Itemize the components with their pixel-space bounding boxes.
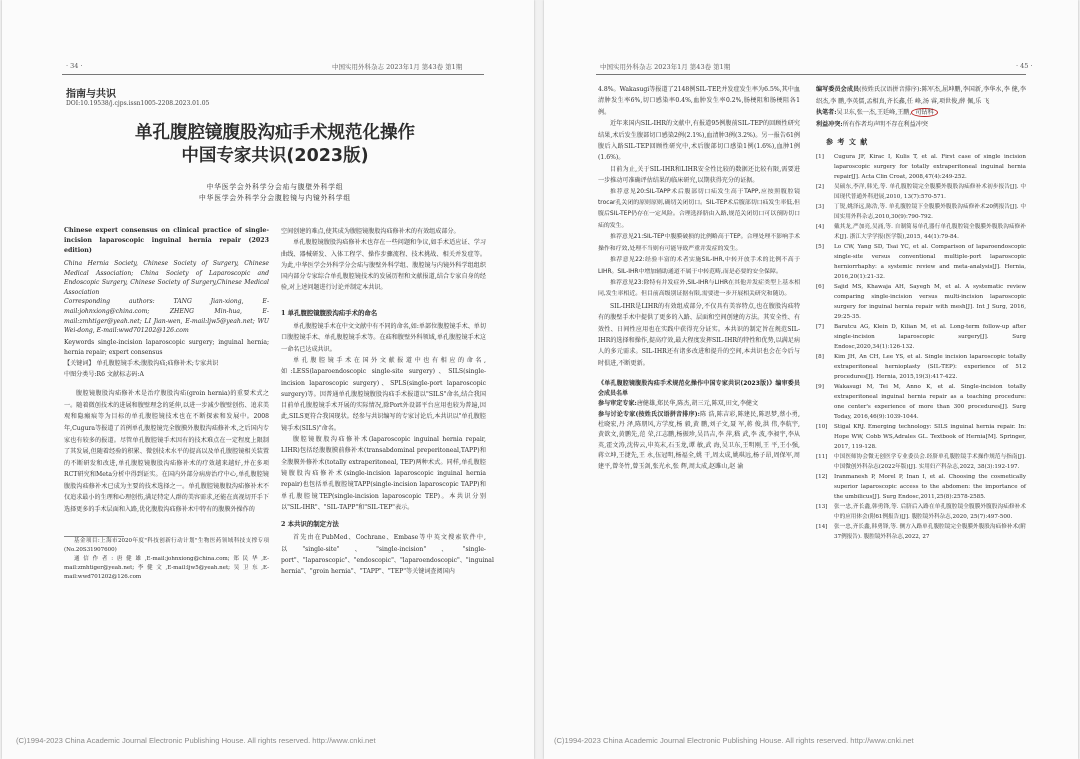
reference-item bbox=[816, 202, 1026, 222]
reference-list bbox=[816, 152, 1026, 542]
reference-text: 丁锐,姚泽远,陈浩,等. 单孔腹腔镜下全腹膜外腹股沟疝修补术20例报告[J]. 中国实用外科杂志,2010,30(9):790-792. bbox=[834, 203, 1026, 220]
right-column bbox=[281, 226, 494, 578]
right-copyright-footer: (C)1994-2023 China Academic Journal Electronic Publishing House. All rights reserved. http://www.cnki.net bbox=[554, 736, 914, 745]
right-header-rule bbox=[596, 74, 1026, 75]
reference-text: Stigal KRJ. Emerging technology: SILS inguinal hernia repair. In: Hope WW, Cobb WS,Adrales GL. Textbook of Hernia[M]. Springer, 2017, 119-128. bbox=[834, 423, 1026, 450]
classification-code: 中图分类号:R6 文献标志码:A bbox=[64, 370, 144, 378]
reference-text: 中国医师协会微无创医学专业委员会.经脐单孔腹腔镜手术操作规范与指南[J].中国微创外科杂志(2022年版)[J]. 实用妇产科杂志,2022, 38(3):192-197. bbox=[834, 453, 1026, 470]
reference-number: [12] bbox=[816, 473, 828, 480]
section-1-paragraph-3: 腹腔镜腹股沟疝修补术(laparoscopic inguinal hernia repair, LIHR)包括经腹腹膜前修补术(transabdominal preperitoneal,TAPP)和全腹膜外修补术(totally extraperitoneal, TEP)两种术式。同样,单孔腹腔镜腹股沟疝修补术(single-incision laparoscopic inguinal hernia repair)也包括单孔腹腔镜TAPP(single-incision laparoscopic TAPP)和单孔腹腔镜TEP(single-incision laparoscopic TEP)。本共识分别以"SIL-IHR"、"SIL-TAPP"和"SIL-TEP"表示。 bbox=[281, 436, 486, 511]
writers-block bbox=[816, 107, 1026, 119]
reference-number: [1] bbox=[816, 153, 824, 160]
reference-text: Barutcu AG, Klein D, Kilian M, et al. Long-term follow-up after single-incision laparoscopic surgery[J]. Surg Endosc,2020,34(1):126-132. bbox=[834, 323, 1026, 350]
conflict-statement: 所有作者均声明不存在利益冲突 bbox=[842, 120, 928, 128]
reference-number: [13] bbox=[816, 503, 828, 510]
right-journal-header: 中国实用外科杂志 2023年1月 第43卷 第1期 bbox=[600, 63, 731, 71]
reference-number: [8] bbox=[816, 353, 824, 360]
left-journal-header: 中国实用外科杂志 2023年1月 第43卷 第1期 bbox=[332, 63, 463, 71]
reference-text: 张一忠,齐长鑫,韩勇锋,等. 后脐后入路在单孔腹腔镜全腹膜外腹股沟疝修补术中的应用体会(附61例报告)[J]. 腹腔镜外科杂志,2020, 25(7):497-500. bbox=[834, 503, 1026, 520]
recommendation-21: 推荐意见21:SIL-TEP中腹膜破损的比例略高于TEP。合理处理不影响手术操作和疗效,处理不当则有可能导致严重并发症的发生。 bbox=[598, 234, 800, 252]
reference-number: [6] bbox=[816, 283, 824, 290]
reference-number: [2] bbox=[816, 183, 824, 190]
domestic-paragraph: 近年来国内SIL-IHR的文献中,有报道95例腹前SIL-TEP的回顾性研究结果,术后发生腹部切口感染2例(2.1%),血清肿3例(3.2%)。另一报告61例腹后入路SIL-TEP回顾性研究中,术后腹部切口感染1例(1.6%),血肿1例(1.6%)。 bbox=[598, 120, 800, 162]
discussion-experts bbox=[598, 410, 800, 472]
recommendation-23: 推荐意见23:除特有并发症外,SIL-IHR与LIHR在其他并发症类型上基本相同,发生率相近。但目前高级别证据有限,需要进一步开展相关研究和随访。 bbox=[598, 279, 800, 298]
reference-number: [14] bbox=[816, 523, 828, 530]
section-2-heading: 2 本共识的制定方法 bbox=[281, 520, 339, 529]
section-1-paragraph-2: 单孔腹腔镜手术在国外文献报道中也有相应的命名,如:LESS(laparoendoscopic single-site surgery)、SILS(single-incision laparoscopic surgery)、SPLS(single-port laparoscopic surgery)等。因普通单孔腹腔镜腹股沟疝手术报道以"SILS"命名,结合我国目前单孔腹腔镜手术开展的实际情况,除Port外设部平台应用也较为普遍,因此,SILS更符合我国现状。经参与共识编写的专家讨论后,本共识以"单孔腹腔镜手术(SILS)"命名。 bbox=[281, 356, 486, 432]
reference-text: Lo CW, Yang SD, Tsai YC, et al. Comparison of laparoendoscopic single-site versus conventional multiple-port laparoscopic herniorrhaphy: a systemic review and meta-analysis[J]. Hernia, 2016,20(1):21-32. bbox=[834, 243, 1026, 280]
author-groups bbox=[62, 182, 488, 204]
english-title: Chinese expert consensus on clinical practice of single-incision laparoscopic inguinal hernia repair (2023 edition) bbox=[64, 227, 269, 254]
keywords-chinese: 【关键词】 单孔腹腔镜手术;腹股沟疝;疝修补术;专家共识 bbox=[64, 359, 219, 367]
keywords-english: Keywords single-incision laparoscopic surgery; inguinal hernia; hernia repair; expert consensus bbox=[64, 338, 269, 357]
conflict-label: 利益冲突: bbox=[816, 120, 843, 128]
complication-paragraph: 4.8%。Wakasugi等报道了2148例SIL-TEP,并发症发生率为6.5%,其中血清肿发生率6%,切口感染率0.4%,血肿发生率0.2%,肠梗阻和肠梗阻各1例。 bbox=[598, 86, 800, 116]
safety-paragraph: 目前为止,关于SIL-IHR和LIHR安全性比较的数据还比较有限,需要进一步推动可准确评估结果的临床研究,以期获得充分的证据。 bbox=[598, 165, 800, 185]
discussion-experts-list: 陈 浩,陈吉彩,陈建民,陈思梦,蔡小勇,杜晓宏,丹 泽,陈朋风,方学度,杨 毅,黄 鹏,刘子文,聂 军,蒋 俊,洪 伟,李航宇,黄欲文,黄鹏先,范 荣,江志鹏,杨振珍,吴昌吉,李 萍,嵇 武,李 波,李昶宇,李从英,霍文涛,沈传云,申英末,石玉龙,谭 敏,武 海,吴卫东,王明刚,王 平,王小强,蒋立坤,王捷先,王 永,伍冠明,杨福全,姚 干,周太成,姚琪远,杨子昂,周保军,周建平,曾冬竹,曾玉剑,张光永,张 辉,周太成,赵雎山,赵 渝 bbox=[598, 410, 800, 470]
author-group-1: 中华医学会外科学分会疝与腹壁外科学组 bbox=[206, 183, 344, 191]
reference-text: 戴其龙,严加亮,吴涌,等. 自制简易单孔器行单孔腹腔镜全腹膜外腹股沟疝修补术[J]. 浙江大学学报(医学版),2015, 44(1):79-84. bbox=[834, 223, 1026, 240]
recommendation-22: 推荐意见22:经验丰富的术者实施SIL-IHR,中转开放手术的比例不高于LIHR。SIL-IHR中增加辅助通道不属于中转范畴,而是必要的安全保障。 bbox=[598, 257, 800, 275]
intro-paragraph: 腹腔镜腹股沟疝修补术是治疗腹股沟疝(groin hernia)的重要术式之一。随着微创技术的进展和腹壁理念的延伸,以进一步减少腹壁创伤、追求美观和隐瘢痕等为目标的单孔腹腔镜技术也在不断探索和发展中。2008年,Cugura等报道了首例单孔腹腔镜完全腹膜外腹股沟疝修补术,之后国内专家也有较多的报道。尽管单孔腹腔镜手术因有的技术难点在一定程度上限制了其发展,但随着经验的积累、微创技术水平的提高以及单孔腹腔镜相关装置的不断研发和改进,单孔腹腔镜腹股沟疝修补术的疗效越来越好,并在多项RCT研究和Meta分析中得到证实。在国内外部分病房治疗中心,单孔腹腔镜腹股沟疝修补术已成为主要的技术选择之一。单孔腹腔镜腹股沟疝修补术不仅追求最小的生理和心理创伤,满足特定人群的美容需求,还能在真视切开手下选择更多的手术层面和入路,优化腹股沟疝修补术中特有的腹膜外操作的 bbox=[64, 390, 269, 514]
section-1-paragraph-1: 单孔腹腔镜手术在中文文献中有不同的命名,如:单部位腹腔镜手术、单切口腹腔镜手术、单孔腹腔镜手术等。在疝和腹壁外科领域,单孔腹腔镜手术这一命名已达成共识。 bbox=[281, 323, 486, 353]
funding-note: 基金项目:上海市2020年度"科技创新行动计划"生物医药领域科技支撑专项(No.20S31907600) bbox=[64, 537, 269, 553]
title-line-2: 中国专家共识(2023版) bbox=[181, 146, 369, 166]
reference-text: Sajid MS, Khawaja AH, Sayegh M, et al. A systematic review comparing single-incision versus multi-incision laparoscopic surgery for inguinal hernia repair with mesh[J]. Int J Surg, 2016, 29:25-35. bbox=[834, 283, 1026, 320]
left-page bbox=[2, 0, 534, 759]
column2-paragraph-1: 空间创建的难点,使其成为腹腔镜腹股沟疝修补术的有效组成部分。 bbox=[281, 228, 460, 235]
reference-number: [3] bbox=[816, 203, 824, 210]
right-column-1 bbox=[598, 84, 800, 472]
title-line-1: 单孔腹腔镜腹股沟疝手术规范化操作 bbox=[135, 123, 415, 143]
reference-number: [4] bbox=[816, 223, 824, 230]
left-page-number: · 34 · bbox=[66, 62, 83, 70]
author-group-2: 中华医学会外科学分会腹腔镜与内镜外科学组 bbox=[199, 194, 351, 202]
reference-number: [10] bbox=[816, 423, 828, 430]
reference-item bbox=[816, 452, 1026, 472]
reference-item bbox=[816, 322, 1026, 352]
review-experts-label: 参与审定专家: bbox=[598, 400, 637, 408]
writers-label: 执笔者: bbox=[816, 109, 837, 117]
reference-number: [5] bbox=[816, 243, 824, 250]
section-2-paragraph-1: 首先由在PubMed、Cochrane、Embase等中英文搜索软件中,以"single-site"、"single-incision"、"single-port"、"laparoscopic"、"endoscopic"、"laparoendoscopic"、"inguinal hernia"、"groin hernia"、"TAPP"、"TEP"等关键词查阅国内 bbox=[281, 534, 494, 576]
reference-text: Cugura JF, Kirac I, Kulis T, et al. First case of single incision laparoscopic surgery for totally extraperitoneal inguinal hernia repair[J]. Acta Clin Croat, 2008,47(4):249-252. bbox=[834, 153, 1026, 180]
editors-label: 编写委员会成员 bbox=[816, 86, 860, 93]
article-title bbox=[62, 122, 488, 168]
right-page-number: · 45 · bbox=[1016, 62, 1033, 70]
reference-number: [9] bbox=[816, 383, 824, 390]
conflict-block bbox=[816, 119, 1026, 131]
column2-paragraph-2: 单孔腹腔镜腹股沟疝修补术也存在一些问题和争议,如手术适应证、学习曲线、器械研发、入体工程学、操作步骤流程、技术挑战、相关并发症等。为此,中华医学会外科学分会疝与腹壁外科学组、腹腔镜与内镜外科学组组织国内部分专家综合单孔腹腔镜技术的发展历程和文献报道,结合专家自身的经验,对上述问题进行讨论并制定本共识。 bbox=[281, 239, 486, 292]
english-authors: China Hernia Society, Chinese Society of Surgery, Chinese Medical Association; China Society of Laparoscopic and Endoscopic Surgery, Chinese Society of Surgery,Chinese Medical Association bbox=[64, 260, 269, 296]
conclusion-paragraph: SIL-IHR是LIHR的有效组成部分,不仅具有美容特点,也在腹股沟疝特有的腹壁手术中提供了更多的入路、层面和空间创建的方法。其安全性、有效性、日间性应用也在实践中获得充分证实。本共识的制定旨在规范SIL-IHR的选择和操作,提高疗效,最大程度发挥SIL-IHR的特性和优势,以满足病人的多元需求。SIL-IHR还有诸多改进和提升的空间,本共识也会在今后与时俱进,不断更新。 bbox=[598, 302, 800, 367]
right-column-2 bbox=[816, 84, 1026, 542]
column-type: 指南与共识 bbox=[66, 89, 116, 100]
left-header-rule bbox=[62, 74, 484, 75]
reference-text: Iranmanesh P, Morel P, Inan I, et al. Choosing the cosmetically superior laparoscopic access to the abdomen: the importance of the umbilicus[J]. Surg Endosc,2011,25(8):2578-2585. bbox=[834, 473, 1026, 500]
editors-list: 陈军杰,屈坤鹏,李国新,李华水,李 健,李绍杰,李 鹏,李英儒,孟相真,齐长鑫,任 峰,汤 睿,项世俊,薛 佩,乐 飞 bbox=[816, 86, 1027, 105]
section-1-heading: 1 单孔腹腔镜腹股沟疝手术的命名 bbox=[281, 308, 378, 317]
review-experts bbox=[598, 399, 800, 409]
circled-author-name: 司钻科 bbox=[911, 108, 937, 117]
left-column bbox=[64, 226, 269, 582]
english-corresponding: Corresponding authors: TANG Jian-xiong, E-mail:johnxiong@china.com; ZHENG Min-hua, E-mail:zmhtiger@yeah.net; LI Jian-wen, E-mail:ljw5@yeah.net; WU Wei-dong, E-mail:wwd701202@126.com bbox=[64, 298, 269, 335]
reference-item bbox=[816, 352, 1026, 382]
doi: DOI:10.19538/j.cjps.issn1005-2208.2023.01.05 bbox=[66, 100, 210, 107]
editors-block bbox=[816, 84, 1026, 107]
reference-item bbox=[816, 502, 1026, 522]
reference-number: [7] bbox=[816, 323, 824, 330]
committee-title: 《单孔腹腔镜腹股沟疝手术规范化操作中国专家共识(2023版)》编审委员会成员名单 bbox=[598, 380, 800, 398]
editors-note: (按姓氏汉语拼音排序): bbox=[859, 86, 922, 93]
reference-item bbox=[816, 522, 1026, 542]
recommendation-20: 推荐意见20:SIL-TAPP术后腹部切口疝发生高于TAPP,应按照腹腔镜trocar孔关闭的原则原则,确切关闭切口。SIL-TEP术后腹部切口疝发生率低,但腹后SIL-TEP仍存在一定风险。合理选择脐由入路,规范关闭切口可以预防切口疝的发生。 bbox=[598, 188, 800, 229]
reference-text: Kim JH, An CH, Lee YS, et al. Single incision laparoscopic totally extraperitoneal hernioplasty (SIL-TEP): experience of 512 procedures[J]. Hernia, 2015,19(3):417-422. bbox=[834, 353, 1026, 380]
discussion-experts-label: 参与讨论专家(按姓氏汉语拼音排序): bbox=[598, 410, 700, 418]
corresponding-note: 通信作者:唐健雄,E-mail:johnxiong@china.com;郑民华,E-mail:zmhtiger@yeah.net;李健文,E-mail:ljw5@yeah.net;吴卫东,E-mail:wwd701202@126.com bbox=[64, 555, 269, 580]
reference-number: [11] bbox=[816, 453, 828, 460]
references-heading: 参 考 文 献 bbox=[826, 137, 869, 147]
review-experts-list: 唐健雄,郑民华,陈杰,胡三元,陈双,田文,李健文 bbox=[636, 400, 759, 408]
reference-item bbox=[816, 152, 1026, 182]
reference-item bbox=[816, 472, 1026, 502]
reference-item bbox=[816, 282, 1026, 322]
reference-item bbox=[816, 242, 1026, 282]
reference-item bbox=[816, 422, 1026, 452]
reference-item bbox=[816, 222, 1026, 242]
reference-text: Wakasugi M, Tei M, Anno K, et al. Single-incision totally extraperitoneal inguinal hernia repair as a teaching procedure: one center's experience of more than 300 procedures[J]. Surg Today, 2016,46(9):1039-1044. bbox=[834, 383, 1026, 420]
left-copyright-footer: (C)1994-2023 China Academic Journal Electronic Publishing House. All rights reserved. http://www.cnki.net bbox=[16, 736, 376, 745]
reference-text: 吴硕东,李洋,韩光,等. 单孔腹腔镜完全腹膜外腹股沟疝修补术初步报告[J]. 中国现代普通外科进展,2010, 13(7):570-571. bbox=[834, 183, 1026, 200]
reference-text: 张一忠,齐长鑫,韩勇锋,等. 侧方入路单孔腹腔镜完全腹膜外腹股沟疝修补术(附37例报告). 腹腔镜外科杂志,2022, 27 bbox=[834, 523, 1026, 540]
reference-item bbox=[816, 382, 1026, 422]
writers-list: 吴卫东,张一杰,王廷峰,王鹏, bbox=[836, 109, 912, 117]
reference-item bbox=[816, 182, 1026, 202]
right-page bbox=[544, 0, 1078, 759]
